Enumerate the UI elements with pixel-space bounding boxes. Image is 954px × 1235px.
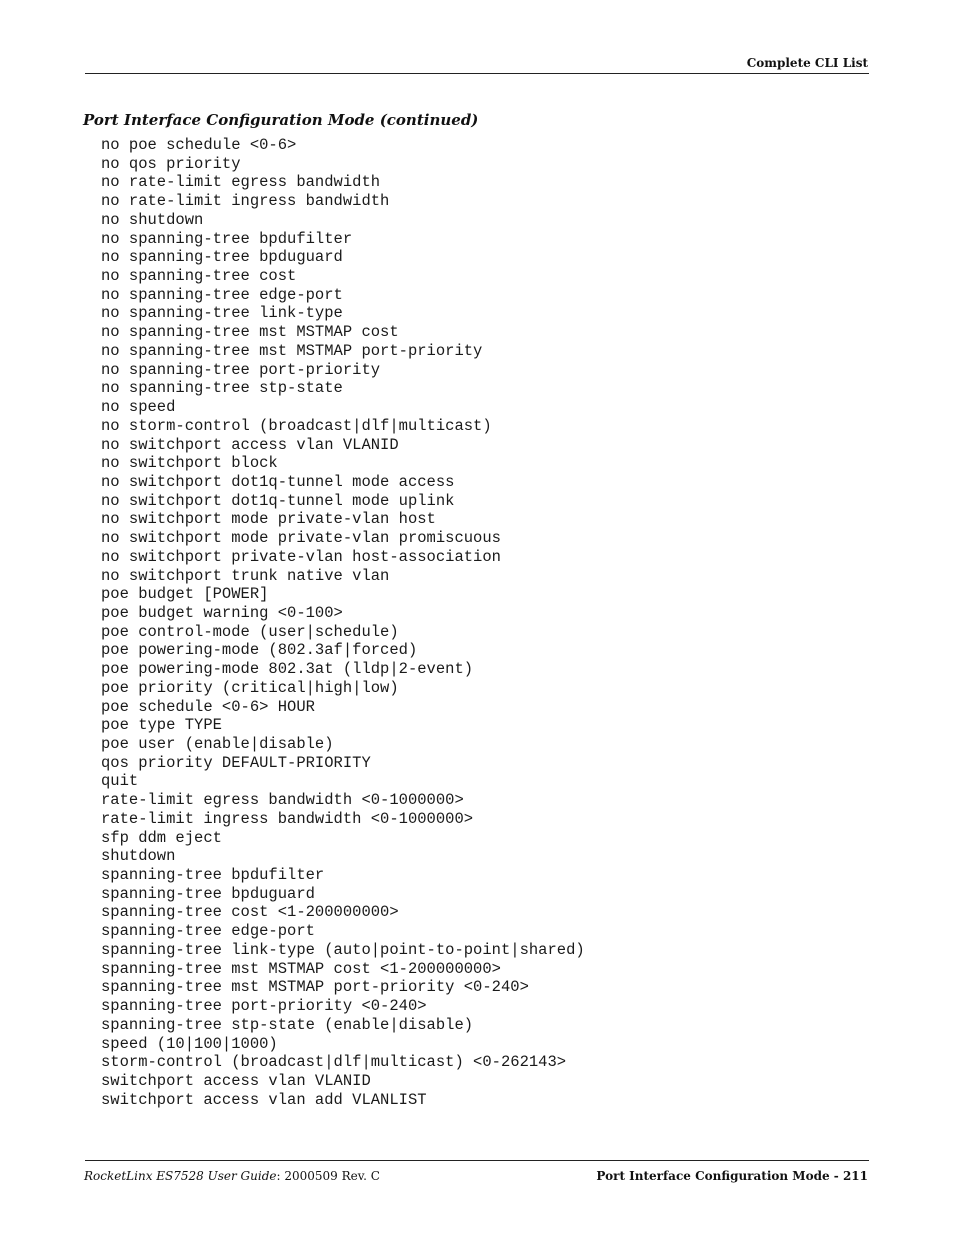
footer-divider — [85, 1160, 869, 1161]
cli-command-line: poe control-mode (user|schedule) — [101, 622, 399, 641]
cli-command-line: no switchport private-vlan host-association — [101, 547, 501, 566]
cli-command-line: no rate-limit egress bandwidth — [101, 173, 381, 192]
cli-command-line: spanning-tree cost <1-200000000> — [101, 903, 399, 922]
cli-command-line: spanning-tree bpdufilter — [101, 866, 325, 885]
cli-command-line: no spanning-tree mst MSTMAP cost — [101, 323, 399, 342]
cli-command-line: rate-limit egress bandwidth <0-1000000> — [101, 791, 464, 810]
cli-command-line: poe user (enable|disable) — [101, 735, 334, 753]
cli-command-line: speed (10|100|1000) — [101, 1034, 278, 1053]
cli-command-line: no rate-limit ingress bandwidth — [101, 192, 390, 211]
running-header-title: Complete CLI List — [746, 56, 868, 70]
cli-command-line: poe type TYPE — [101, 716, 222, 735]
cli-command-line: no spanning-tree mst MSTMAP port-priority — [101, 341, 483, 360]
header-divider — [85, 73, 869, 74]
cli-command-line: no spanning-tree link-type — [101, 304, 343, 323]
cli-command-line: no storm-control (broadcast|dlf|multicast) — [101, 416, 492, 435]
cli-command-line: no switchport mode private-vlan host — [101, 510, 436, 529]
cli-command-line: shutdown — [101, 847, 176, 866]
cli-command-line: no poe schedule <0-6> — [101, 136, 297, 154]
section-heading: Port Interface Configuration Mode (continued) — [83, 111, 479, 129]
cli-command-line: poe powering-mode 802.3at (lldp|2-event) — [101, 660, 474, 679]
cli-command-line: poe schedule <0-6> HOUR — [101, 697, 315, 716]
cli-command-line: switchport access vlan VLANID — [101, 1071, 371, 1090]
cli-command-line: no switchport dot1q-tunnel mode uplink — [101, 491, 455, 510]
cli-command-line: no spanning-tree stp-state — [101, 379, 343, 398]
cli-command-line: no spanning-tree bpdufilter — [101, 229, 353, 248]
cli-command-line: spanning-tree port-priority <0-240> — [101, 997, 427, 1016]
footer-product-name: RocketLinx ES7528 User Guide — [84, 1169, 277, 1183]
cli-command-line: spanning-tree link-type (auto|point-to-point|shared) — [101, 940, 585, 959]
cli-command-line: poe budget warning <0-100> — [101, 603, 343, 622]
cli-command-line: no switchport access vlan VLANID — [101, 435, 399, 454]
cli-command-line: poe budget [POWER] — [101, 585, 269, 604]
cli-command-line: no speed — [101, 398, 176, 417]
cli-command-line: storm-control (broadcast|dlf|multicast) <0-262143> — [101, 1053, 567, 1072]
cli-command-line: spanning-tree mst MSTMAP cost <1-200000000> — [101, 959, 501, 978]
cli-command-line: no switchport mode private-vlan promiscuous — [101, 529, 501, 548]
cli-command-list — [101, 136, 585, 1109]
cli-command-line: spanning-tree edge-port — [101, 922, 315, 941]
cli-command-line: no spanning-tree cost — [101, 267, 297, 286]
cli-command-line: sfp ddm eject — [101, 828, 222, 847]
cli-command-line: spanning-tree mst MSTMAP port-priority <0-240> — [101, 978, 529, 997]
cli-command-line: qos priority DEFAULT-PRIORITY — [101, 753, 371, 772]
cli-command-line: no shutdown — [101, 210, 204, 229]
footer-doc-info — [84, 1169, 380, 1183]
cli-command-line: spanning-tree bpduguard — [101, 884, 315, 903]
cli-command-line: no switchport dot1q-tunnel mode access — [101, 472, 455, 491]
cli-command-line: quit — [101, 772, 139, 791]
cli-command-line: no qos priority — [101, 154, 241, 173]
cli-command-line: switchport access vlan add VLANLIST — [101, 1090, 427, 1109]
cli-command-line: no spanning-tree edge-port — [101, 285, 343, 304]
footer-page-label: Port Interface Configuration Mode - 211 — [596, 1169, 868, 1183]
cli-command-line: spanning-tree stp-state (enable|disable) — [101, 1015, 474, 1034]
cli-command-line: no spanning-tree bpduguard — [101, 248, 343, 267]
cli-command-line: no spanning-tree port-priority — [101, 360, 381, 379]
cli-command-line: poe priority (critical|high|low) — [101, 678, 399, 697]
cli-command-line: no switchport trunk native vlan — [101, 566, 390, 585]
cli-command-line: poe powering-mode (802.3af|forced) — [101, 641, 418, 660]
cli-command-line: no switchport block — [101, 454, 278, 473]
footer-doc-ref: : 2000509 Rev. C — [276, 1169, 380, 1183]
cli-command-line: rate-limit ingress bandwidth <0-1000000> — [101, 809, 474, 828]
